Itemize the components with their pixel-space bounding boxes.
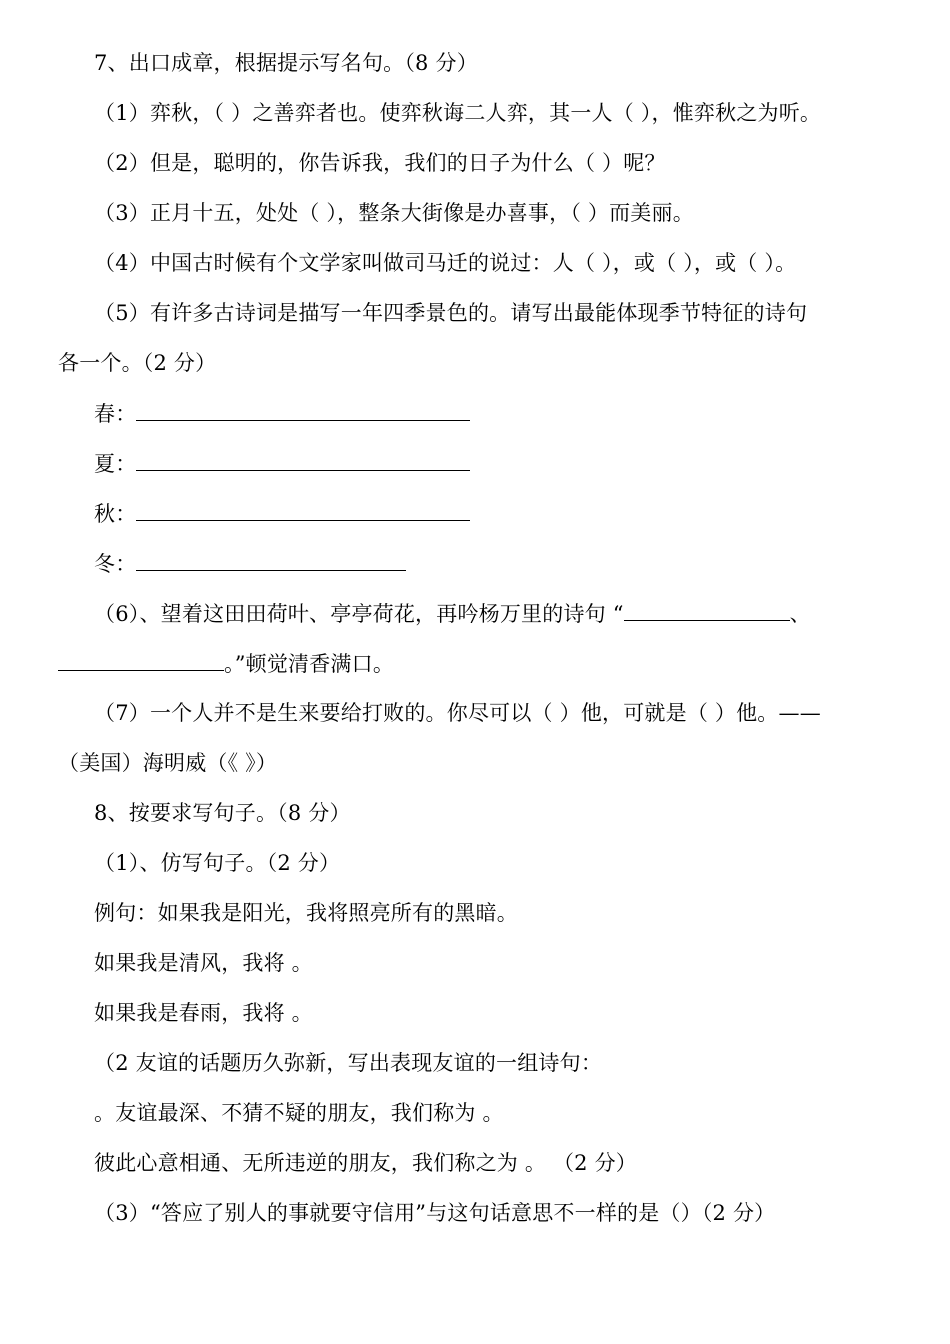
season-autumn-label: 秋：: [94, 502, 137, 526]
q8-line-2: 例句：如果我是阳光，我将照亮所有的黑暗。: [94, 901, 518, 925]
q7-item-7-line1: （7）一个人并不是生来要给打败的。你尽可以（ ）他，可就是（ ）他。——: [94, 701, 821, 725]
q8-line-7: 彼此心意相通、无所违逆的朋友，我们称之为 。 （2 分）: [94, 1151, 637, 1175]
season-summer-blank[interactable]: [136, 448, 470, 471]
season-summer-line: [94, 448, 470, 478]
q7-item-6-blank-1[interactable]: [624, 598, 790, 621]
season-autumn-line: [94, 498, 470, 528]
q7-item-6-end: 。”顿觉清香满口。: [224, 652, 395, 676]
q8-line-8: （3）“答应了别人的事就要守信用”与这句话意思不一样的是（）（2 分）: [94, 1201, 776, 1225]
q8-line-4: 如果我是春雨，我将 。: [94, 1001, 313, 1025]
q8-line-5: （2 友谊的话题历久弥新，写出表现友谊的一组诗句：: [94, 1051, 603, 1075]
season-summer-label: 夏：: [94, 452, 137, 476]
season-spring-blank[interactable]: [136, 398, 470, 421]
q7-item-5-cont: 各一个。（2 分）: [58, 351, 217, 375]
q8-heading: 8、按要求写句子。（8 分）: [94, 801, 351, 825]
season-winter-blank[interactable]: [136, 548, 406, 571]
season-spring-label: 春：: [94, 402, 137, 426]
q7-heading: 7、出口成章，根据提示写名句。（8 分）: [94, 51, 478, 75]
season-autumn-blank[interactable]: [136, 498, 470, 521]
q7-item-5: （5）有许多古诗词是描写一年四季景色的。请写出最能体现季节特征的诗句: [94, 301, 808, 325]
q7-item-6-blank-2[interactable]: [58, 648, 224, 671]
q7-item-6-line1: [94, 598, 811, 628]
q8-line-1: （1）、仿写句子。（2 分）: [94, 851, 341, 875]
q7-item-6-comma: 、: [789, 602, 811, 626]
q7-item-6-text: （6）、望着这田田荷叶、亭亭荷花，再吟杨万里的诗句 “: [94, 602, 624, 626]
season-winter-label: 冬：: [94, 552, 137, 576]
season-spring-line: [94, 398, 470, 428]
q7-item-1: （1）弈秋，（ ）之善弈者也。使弈秋诲二人弈，其一人（ ），惟弈秋之为听。: [94, 101, 822, 125]
season-winter-line: [94, 548, 406, 578]
q8-line-6: 。友谊最深、不猜不疑的朋友，我们称为 。: [94, 1101, 504, 1125]
q7-item-6-line2: [58, 648, 394, 678]
q7-item-2: （2）但是，聪明的，你告诉我，我们的日子为什么（ ）呢？: [94, 151, 666, 175]
q7-item-7-line2: （美国）海明威（《 》）: [58, 751, 278, 775]
q7-item-3: （3）正月十五，处处（ ），整条大街像是办喜事，（ ）而美丽。: [94, 201, 694, 225]
q8-line-3: 如果我是清风，我将 。: [94, 951, 313, 975]
q7-item-4: （4）中国古时候有个文学家叫做司马迁的说过：人（ ），或（ ），或（ ）。: [94, 251, 797, 275]
